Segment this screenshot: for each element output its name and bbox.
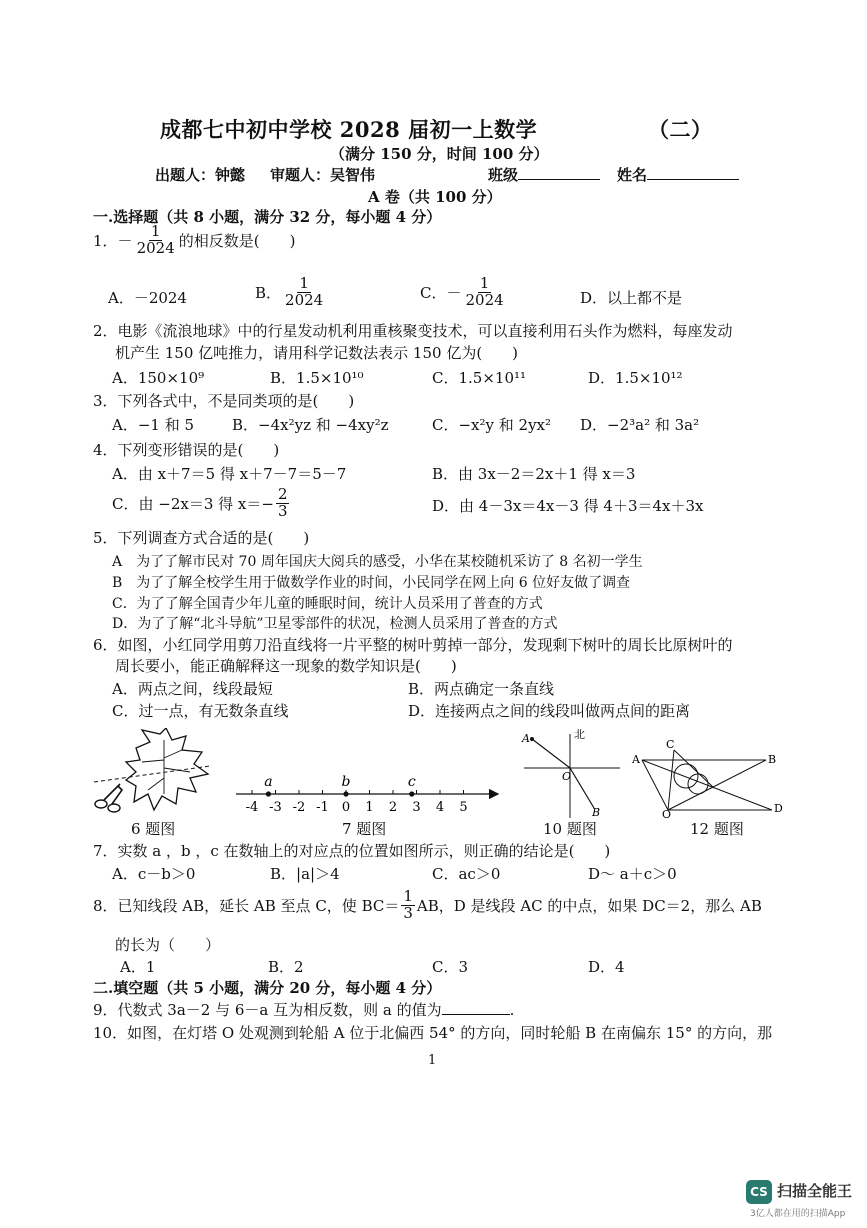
question-6-line-1: 6．如图，小红同学用剪刀沿直线将一片平整的树叶剪掉一部分，发现剩下树叶的周长比原树叶的 xyxy=(93,636,733,654)
numberline-tick-label: 1 xyxy=(365,800,374,815)
question-4-stem: 4．下列变形错误的是( ) xyxy=(93,441,280,459)
reviewer: 审题人：吴智伟 xyxy=(270,166,376,184)
question-5-option-d: D．为了了解“北斗导航”卫星零部件的状况，检测人员采用了普查的方式 xyxy=(112,616,558,632)
question-2-line-2: 机产生 150 亿吨推力，请用科学记数法表示 150 亿为( ) xyxy=(115,344,519,362)
figure-10-compass xyxy=(518,726,628,821)
figure-12-geometry xyxy=(628,738,788,818)
numberline-tick-label: 4 xyxy=(435,800,445,815)
numberline-tick-label: 0 xyxy=(341,800,351,815)
name-field: 姓名 xyxy=(617,164,739,185)
figure-10-caption: 10 题图 xyxy=(543,820,597,838)
question-5-option-c: C．为了了解全国青少年儿童的睡眠时间，统计人员采用了普查的方式 xyxy=(112,596,543,612)
question-10: 10．如图，在灯塔 O 处观测到轮船 A 位于北偏西 54° 的方向，同时轮船 B 在南偏东 15° 的方向，那 xyxy=(93,1024,773,1042)
question-3-option-d: D．−2³a² 和 3a² xyxy=(580,416,700,434)
figure-7-number-line xyxy=(232,770,502,818)
question-2-option-c: C．1.5×10¹¹ xyxy=(432,369,527,387)
question-7-stem: 7．实数 a ，b ，c 在数轴上的对应点的位置如图所示，则正确的结论是( ) xyxy=(93,842,611,860)
question-2-option-d: D．1.5×10¹² xyxy=(588,369,683,387)
question-4-option-b: B．由 3x－2＝2x＋1 得 x＝3 xyxy=(432,465,636,483)
numberline-tick-label: -3 xyxy=(269,800,282,815)
page-number: 1 xyxy=(428,1053,437,1068)
numberline-tick-label: -2 xyxy=(292,800,306,815)
section-heading-choice: 一.选择题（共 8 小题，满分 32 分，每小题 4 分） xyxy=(93,208,442,226)
question-1-option-d: D．以上都不是 xyxy=(580,289,683,307)
svg-text:A: A xyxy=(522,732,530,745)
question-2-option-a: A．150×10⁹ xyxy=(112,369,205,387)
scissors-icon xyxy=(95,800,107,808)
question-1-stem: 1． － $\frac{1}{2024}$ 的相反数是( ) xyxy=(93,222,296,257)
numberline-tick-label: -1 xyxy=(316,800,329,815)
figure-7-caption: 7 题图 xyxy=(342,820,387,838)
figure-6-caption: 6 题图 xyxy=(131,820,176,838)
question-7-option-d: D～ a＋c＞0 xyxy=(588,865,677,883)
numberline-point xyxy=(266,791,271,796)
question-7-option-b: B．|a|＞4 xyxy=(270,865,340,883)
svg-text:C: C xyxy=(666,738,675,751)
question-3-option-a: A．−1 和 5 xyxy=(112,416,195,434)
question-5-stem: 5．下列调查方式合适的是( ) xyxy=(93,529,310,547)
camscanner-name: 扫描全能王 xyxy=(777,1182,853,1200)
page-title: 成都七中初中学校 2028 届初一上数学 xyxy=(160,117,538,142)
question-5-option-b: B 为了了解全校学生用于做数学作业的时间，小民同学在网上向 6 位好友做了调查 xyxy=(112,575,631,591)
question-7-option-c: C．ac＞0 xyxy=(432,865,501,883)
numberline-tick-label: 3 xyxy=(412,800,421,815)
question-9: 9．代数式 3a－2 与 6－a 互为相反数，则 a 的值为 . xyxy=(93,1001,515,1019)
question-4-option-a: A．由 x＋7＝5 得 x＋7－7＝5－7 xyxy=(112,465,347,483)
question-4-option-c: C．由 −2x＝3 得 x＝− $\frac{2}{3}$ xyxy=(112,485,288,520)
question-3-option-b: B．−4x²yz 和 −4xy²z xyxy=(232,416,389,434)
camscanner-logo-icon: CS xyxy=(746,1180,772,1204)
camscanner-slogan: 3亿人都在用的扫描App xyxy=(750,1209,846,1219)
numberline-tick-label: 5 xyxy=(459,800,468,815)
section-heading-fill: 二.填空题（共 5 小题，满分 20 分，每小题 4 分） xyxy=(93,979,442,997)
question-8-option-c: C．3 xyxy=(432,958,469,976)
svg-text:O: O xyxy=(662,808,672,818)
page-title-suffix: （二） xyxy=(648,117,713,142)
numberline-point xyxy=(409,791,414,796)
score-time-info: （满分 150 分，时间 100 分） xyxy=(330,145,549,163)
question-8-option-d: D．4 xyxy=(588,958,625,976)
north-label: 北 xyxy=(574,728,585,741)
figure-12-caption: 12 题图 xyxy=(690,820,744,838)
question-2-line-1: 2．电影《流浪地球》中的行星发动机利用重核聚变技术，可以直接利用石头作为燃料，每座发动 xyxy=(93,322,733,340)
svg-text:D: D xyxy=(774,802,783,815)
question-4-option-d: D．由 4－3x＝4x－3 得 4＋3＝4x＋3x xyxy=(432,497,704,515)
question-1-option-a: A．－2024 xyxy=(108,289,188,307)
question-2-option-b: B．1.5×10¹⁰ xyxy=(270,369,364,387)
question-5-option-a: A 为了了解市民对 70 周年国庆大阅兵的感受，小华在某校随机采访了 8 名初一学生 xyxy=(112,554,643,570)
question-3-option-c: C．−x²y 和 2yx² xyxy=(432,416,552,434)
numberline-tick-label: -4 xyxy=(245,800,259,815)
numberline-point-label: b xyxy=(341,774,351,790)
figure-6-leaf-scissors xyxy=(90,728,220,823)
question-7-option-a: A．c－b＞0 xyxy=(112,865,196,883)
question-8-line-2: 的长为（ ） xyxy=(115,936,221,954)
numberline-point-label: c xyxy=(407,774,416,790)
question-1-option-b: B． $\frac{1}{2024}$ xyxy=(255,274,324,309)
numberline-point-label: a xyxy=(264,774,273,790)
svg-text:B: B xyxy=(768,753,777,766)
numberline-point xyxy=(343,791,348,796)
question-6-option-d: D．连接两点之间的线段叫做两点间的距离 xyxy=(408,702,691,720)
question-8-option-a: A．1 xyxy=(120,958,156,976)
question-8-option-b: B．2 xyxy=(268,958,304,976)
svg-text:A: A xyxy=(632,753,640,766)
question-3-stem: 3．下列各式中，不是同类项的是( ) xyxy=(93,392,355,410)
question-6-option-a: A．两点之间，线段最短 xyxy=(112,680,273,698)
section-a-heading: A 卷（共 100 分） xyxy=(368,188,502,206)
svg-text:O: O xyxy=(562,770,572,783)
svg-text:B: B xyxy=(592,806,601,819)
author: 出题人：钟懿 xyxy=(155,166,246,184)
question-8-line-1: 8．已知线段 AB，延长 AB 至点 C，使 BC＝ $\frac{1}{3}$ AB，D 是线段 AC 的中点，如果 DC＝2，那么 AB xyxy=(93,887,762,922)
class-field: 班级 xyxy=(488,164,600,185)
question-1-option-c: C．－ $\frac{1}{2024}$ xyxy=(420,274,504,309)
question-6-option-c: C．过一点，有无数条直线 xyxy=(112,702,289,720)
question-6-option-b: B．两点确定一条直线 xyxy=(408,680,555,698)
question-6-line-2: 周长要小，能正确解释这一现象的数学知识是( ) xyxy=(115,657,457,675)
numberline-tick-label: 2 xyxy=(388,800,398,815)
